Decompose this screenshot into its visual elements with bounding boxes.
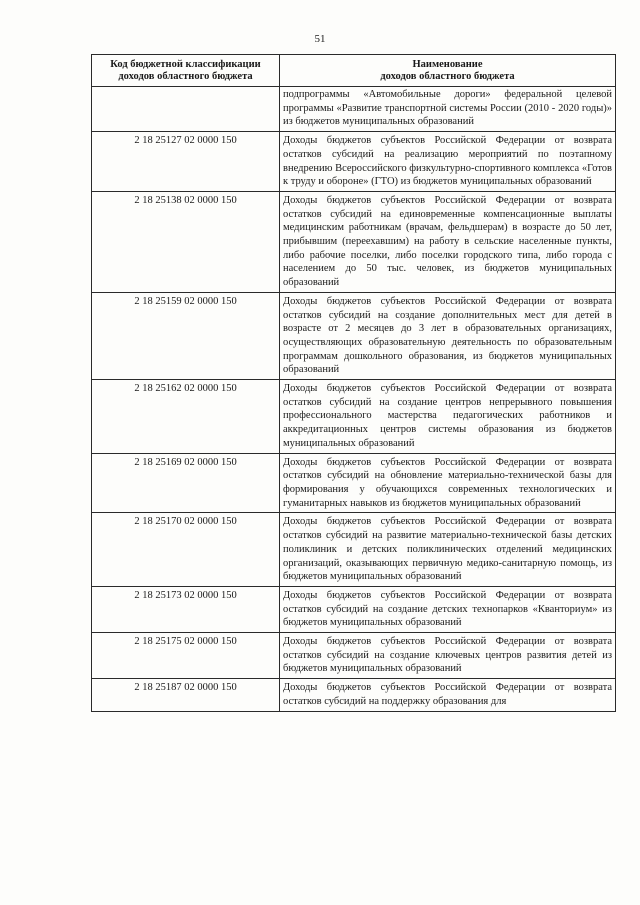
header-code-line2: доходов областного бюджета: [118, 71, 253, 82]
row-code: 2 18 25169 02 0000 150: [92, 453, 280, 513]
table-header-row: [92, 55, 616, 87]
header-name: [280, 55, 616, 87]
header-name-line2: доходов областного бюджета: [380, 71, 515, 82]
table-row: [92, 292, 616, 379]
row-name: Доходы бюджетов субъектов Российской Федерации от возврата остатков субсидий на создание дополнительных мест для детей в возрасте от 2 месяцев до 3 лет в образовательных организациях, осуществляющих образовательную деятельность по образовательным программам дошкольного образования, из бюджетов муниципальных образований: [280, 292, 616, 379]
row-code: 2 18 25173 02 0000 150: [92, 586, 280, 632]
row-code: 2 18 25187 02 0000 150: [92, 679, 280, 711]
row-code: 2 18 25159 02 0000 150: [92, 292, 280, 379]
table-row: [92, 679, 616, 711]
row-name: Доходы бюджетов субъектов Российской Федерации от возврата остатков субсидий на реализацию мероприятий по поэтапному внедрению Всероссийского физкультурно-спортивного комплекса «Готов к труду и обороне» (ГТО) из бюджетов муниципальных образований: [280, 132, 616, 192]
row-name: Доходы бюджетов субъектов Российской Федерации от возврата остатков субсидий на создание ключевых центров развития детей из бюджетов муниципальных образований: [280, 633, 616, 679]
header-name-line1: Наименование: [412, 59, 483, 70]
row-code: 2 18 25127 02 0000 150: [92, 132, 280, 192]
row-name: подпрограммы «Автомобильные дороги» федеральной целевой программы «Развитие транспортной системы России (2010 - 2020 годы)» из бюджетов муниципальных образований: [280, 87, 616, 132]
row-name: Доходы бюджетов субъектов Российской Федерации от возврата остатков субсидий на создание детских технопарков «Кванториум» из бюджетов муниципальных образований: [280, 586, 616, 632]
table-row: [92, 453, 616, 513]
table-row: [92, 132, 616, 192]
table-row: [92, 586, 616, 632]
row-name: Доходы бюджетов субъектов Российской Федерации от возврата остатков субсидий на обновление материально-технической базы для формирования у обучающихся современных технологических и гуманитарных навыков из бюджетов муниципальных образований: [280, 453, 616, 513]
row-code: 2 18 25138 02 0000 150: [92, 191, 280, 292]
table-row: [92, 380, 616, 454]
row-name: Доходы бюджетов субъектов Российской Федерации от возврата остатков субсидий на развитие материально-технической базы детских поликлиник и детских поликлинических отделений медицинских организаций, оказывающих первичную медико-санитарную помощь, из бюджетов муниципальных образований: [280, 513, 616, 587]
table-row: [92, 633, 616, 679]
row-code: 2 18 25162 02 0000 150: [92, 380, 280, 454]
row-name: Доходы бюджетов субъектов Российской Федерации от возврата остатков субсидий на создание центров непрерывного повышения профессионального мастерства педагогических работников и аккредитационных центров системы образования из бюджетов муниципальных образований: [280, 380, 616, 454]
table-row: [92, 87, 616, 132]
table-row: [92, 513, 616, 587]
header-code-line1: Код бюджетной классификации: [110, 59, 261, 70]
row-name: Доходы бюджетов субъектов Российской Федерации от возврата остатков субсидий на единовременные компенсационные выплаты медицинским работникам (врачам, фельдшерам) в возрасте до 50 лет, прибывшим (переехавшим) на работу в сельские населенные пункты, либо рабочие поселки, либо поселки городского типа, либо города с населением до 50 тыс. человек, из бюджетов муниципальных образований: [280, 191, 616, 292]
table-row: [92, 191, 616, 292]
header-code: [92, 55, 280, 87]
row-name: Доходы бюджетов субъектов Российской Федерации от возврата остатков субсидий на поддержку образования для: [280, 679, 616, 711]
row-code: 2 18 25170 02 0000 150: [92, 513, 280, 587]
page-number: 51: [314, 33, 326, 45]
row-code: [92, 87, 280, 132]
revenue-classification-table: [91, 54, 616, 712]
row-code: 2 18 25175 02 0000 150: [92, 633, 280, 679]
